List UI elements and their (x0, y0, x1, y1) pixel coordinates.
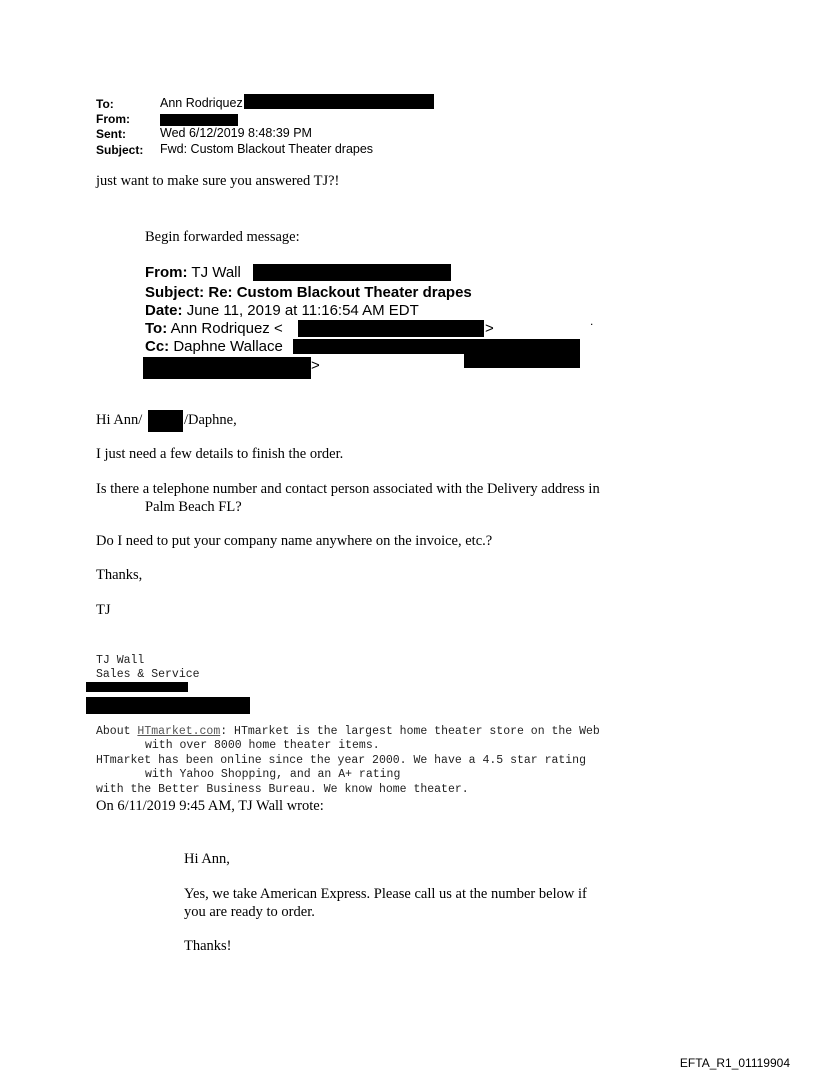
greeting-start: Hi Ann/ (96, 412, 143, 428)
subject-value: Fwd: Custom Blackout Theater drapes (160, 142, 374, 156)
fwd-from-label: From: (145, 264, 188, 281)
redaction-box (148, 410, 183, 432)
signature-title: Sales & Service (96, 668, 200, 681)
fwd-cc-value: Daphne Wallace (173, 338, 283, 355)
redaction-box (244, 94, 434, 109)
fwd-date-value: June 11, 2019 at 11:16:54 AM EDT (186, 302, 419, 319)
quoted-attribution: On 6/11/2019 9:45 AM, TJ Wall wrote: (96, 798, 324, 814)
quoted-line-1a: Yes, we take American Express. Please call us at the number below if (184, 886, 587, 902)
intro-line: just want to make sure you answered TJ?! (96, 173, 340, 189)
fwd-to (145, 320, 283, 337)
about-suffix: : HTmarket is the largest home theater store on the Web (220, 725, 600, 738)
fwd-to-close: > (485, 320, 494, 337)
redaction-box (160, 114, 238, 126)
begin-forwarded: Begin forwarded message: (145, 229, 300, 245)
fwd-from (145, 264, 241, 281)
fwd-cc-label: Cc: (145, 338, 170, 355)
redaction-box (298, 320, 484, 337)
sent-value: Wed 6/12/2019 8:48:39 PM (160, 126, 312, 140)
quoted-thanks: Thanks! (184, 938, 232, 954)
sent-label: Sent: (96, 127, 126, 141)
htmarket-link[interactable]: HTmarket.com (137, 725, 221, 738)
signature-name: TJ Wall (96, 654, 145, 667)
message-line-1: I just need a few details to finish the order. (96, 446, 344, 462)
about-line-5: with the Better Business Bureau. We know home theater. (96, 783, 469, 796)
about-prefix: About (96, 725, 138, 738)
document-id: EFTA_R1_01119904 (679, 1056, 790, 1070)
fwd-cc-close: > (311, 357, 320, 374)
fwd-date-label: Date: (145, 302, 183, 319)
quoted-line-1b: you are ready to order. (184, 904, 315, 920)
from-label: From: (96, 112, 130, 126)
fwd-subject-label: Subject: (145, 284, 205, 301)
to-label: To: (96, 97, 114, 111)
about-line-2: with over 8000 home theater items. (145, 739, 380, 752)
message-signoff: TJ (96, 602, 111, 618)
subject-label: Subject: (96, 143, 144, 157)
greeting-end: /Daphne, (184, 412, 237, 428)
about-line-4: with Yahoo Shopping, and an A+ rating (145, 768, 401, 781)
about-line-3: HTmarket has been online since the year 2000. We have a 4.5 star rating (96, 754, 586, 767)
message-line-3: Do I need to put your company name anywhere on the invoice, etc.? (96, 533, 493, 549)
message-line-2b: Palm Beach FL? (145, 499, 242, 515)
fwd-to-value: Ann Rodriquez < (170, 320, 283, 337)
stray-dot: . (590, 314, 594, 328)
about-line-1 (96, 725, 600, 738)
fwd-to-label: To: (145, 320, 168, 337)
fwd-date (145, 302, 419, 319)
fwd-subject-value: Re: Custom Blackout Theater drapes (208, 284, 472, 301)
to-value: Ann Rodriquez (160, 96, 243, 110)
redaction-box (86, 697, 250, 714)
quoted-greeting: Hi Ann, (184, 851, 230, 867)
fwd-cc (145, 338, 283, 355)
message-line-2a: Is there a telephone number and contact person associated with the Delivery address in (96, 481, 600, 497)
redaction-box (253, 264, 451, 281)
fwd-from-value: TJ Wall (191, 264, 241, 281)
redaction-box (143, 357, 311, 379)
fwd-subject (145, 284, 472, 301)
redaction-box (464, 352, 580, 368)
message-thanks: Thanks, (96, 567, 143, 583)
redaction-box (86, 682, 188, 692)
